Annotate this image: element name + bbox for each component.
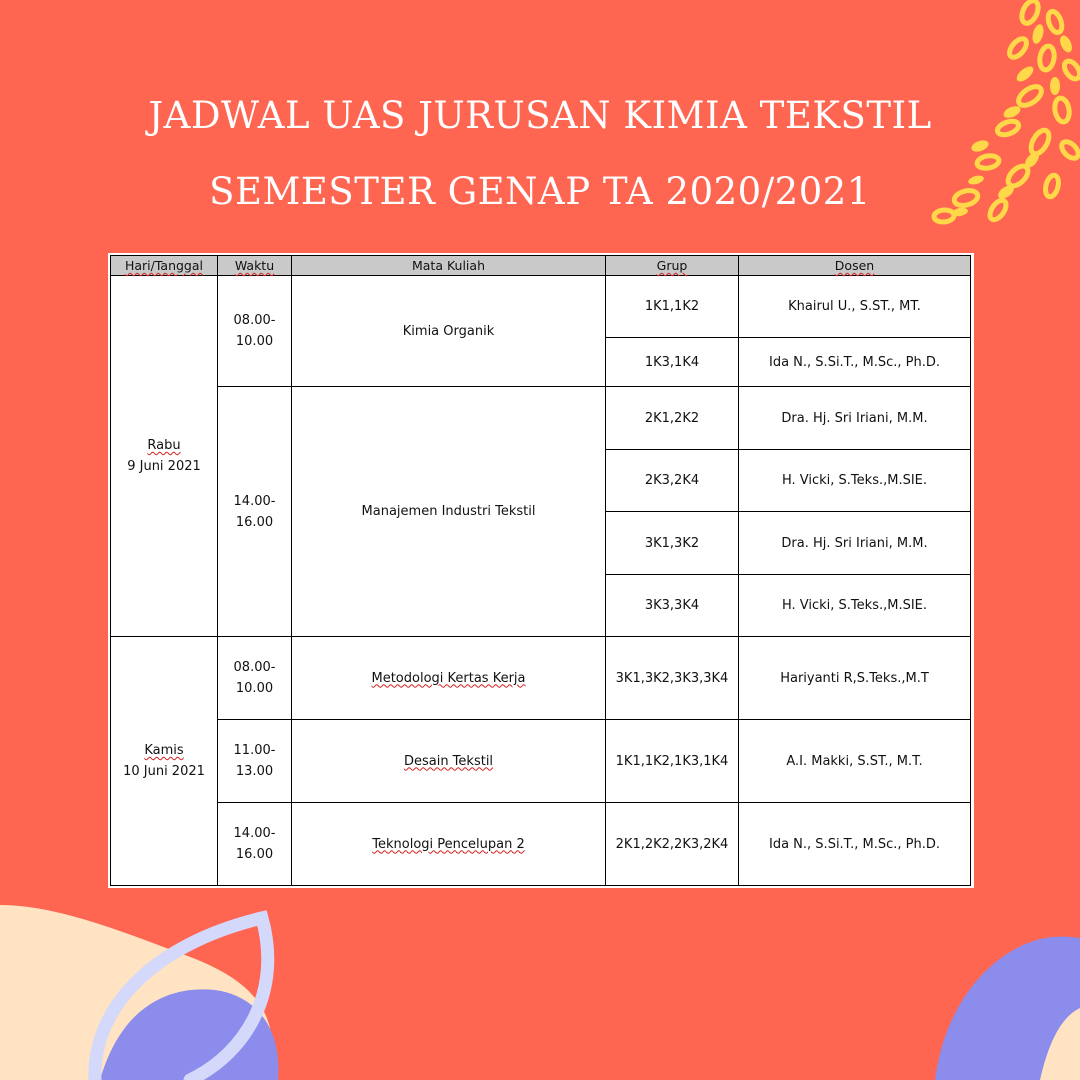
table-row — [111, 637, 971, 720]
lecturer-cell: Ida N., S.Si.T., M.Sc., Ph.D. — [739, 338, 971, 387]
course-cell: Teknologi Pencelupan 2 — [292, 803, 606, 886]
day-date: 10 Juni 2021 — [123, 764, 205, 779]
lecturer-cell: Hariyanti R,S.Teks.,M.T — [739, 637, 971, 720]
lecturer-cell: Ida N., S.Si.T., M.Sc., Ph.D. — [739, 803, 971, 886]
day-name: Rabu — [147, 438, 181, 453]
header-waktu: Waktu — [218, 256, 292, 276]
schedule-sheet — [108, 253, 974, 888]
group-cell: 2K1,2K2,2K3,2K4 — [606, 803, 739, 886]
lecturer-cell: Dra. Hj. Sri Iriani, M.M. — [739, 512, 971, 575]
day-date: 9 Juni 2021 — [127, 459, 201, 474]
group-cell: 3K1,3K2 — [606, 512, 739, 575]
header-dosen: Dosen — [739, 256, 971, 276]
group-cell: 3K1,3K2,3K3,3K4 — [606, 637, 739, 720]
lecturer-cell: H. Vicki, S.Teks.,M.SIE. — [739, 575, 971, 637]
table-header-row — [111, 256, 971, 276]
title-line-1: JADWAL UAS JURUSAN KIMIA TEKSTIL — [148, 94, 932, 137]
time-cell: 08.00- 10.00 — [218, 637, 292, 720]
table-row — [111, 387, 971, 450]
course-cell: Kimia Organik — [292, 276, 606, 387]
day-cell-rabu — [111, 276, 218, 637]
time-cell: 14.00- 16.00 — [218, 803, 292, 886]
lecturer-cell: A.I. Makki, S.ST., M.T. — [739, 720, 971, 803]
time-cell: 14.00- 16.00 — [218, 387, 292, 637]
group-cell: 3K3,3K4 — [606, 575, 739, 637]
header-hari-tanggal: Hari/Tanggal — [111, 256, 218, 276]
lecturer-cell: H. Vicki, S.Teks.,M.SIE. — [739, 450, 971, 512]
course-cell: Desain Tekstil — [292, 720, 606, 803]
course-cell: Manajemen Industri Tekstil — [292, 387, 606, 637]
table-row — [111, 720, 971, 803]
time-cell: 08.00- 10.00 — [218, 276, 292, 387]
day-cell-kamis — [111, 637, 218, 886]
schedule-table — [110, 255, 971, 886]
time-cell: 11.00- 13.00 — [218, 720, 292, 803]
group-cell: 2K1,2K2 — [606, 387, 739, 450]
group-cell: 1K1,1K2,1K3,1K4 — [606, 720, 739, 803]
group-cell: 1K3,1K4 — [606, 338, 739, 387]
header-grup: Grup — [606, 256, 739, 276]
title-line-2: SEMESTER GENAP TA 2020/2021 — [209, 170, 871, 213]
page-title — [0, 78, 1080, 230]
table-row — [111, 803, 971, 886]
lecturer-cell: Khairul U., S.ST., MT. — [739, 276, 971, 338]
table-row — [111, 276, 971, 338]
group-cell: 2K3,2K4 — [606, 450, 739, 512]
group-cell: 1K1,1K2 — [606, 276, 739, 338]
header-mata-kuliah: Mata Kuliah — [292, 256, 606, 276]
course-cell: Metodologi Kertas Kerja — [292, 637, 606, 720]
day-name: Kamis — [144, 743, 184, 758]
lecturer-cell: Dra. Hj. Sri Iriani, M.M. — [739, 387, 971, 450]
